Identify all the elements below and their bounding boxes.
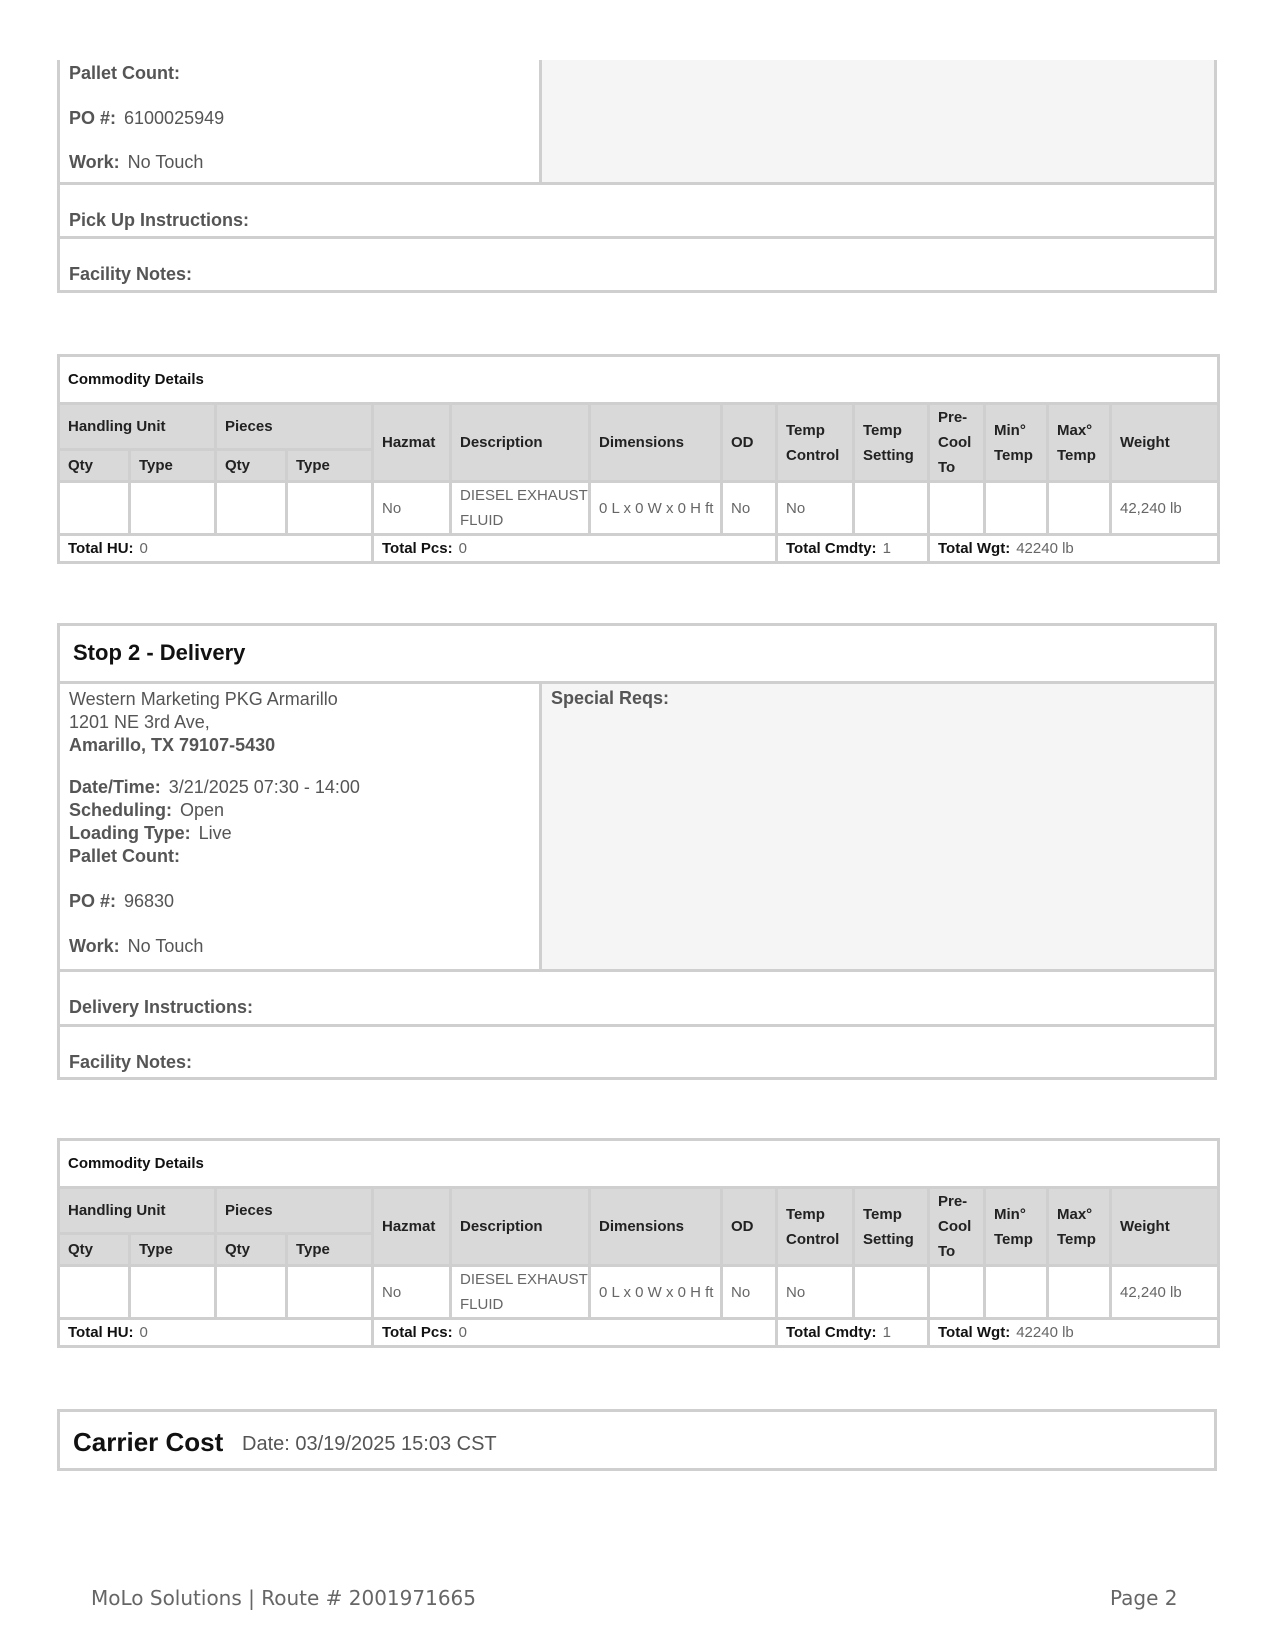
header-pieces: Pieces <box>216 404 373 450</box>
header-pc-type: Type <box>287 1234 373 1266</box>
header-pre-cool-to: Pre-Cool To <box>929 1188 985 1266</box>
header-temp-control: Temp Control <box>777 1188 854 1266</box>
cell-pre-cool-to <box>929 1266 985 1319</box>
stop1-facility-notes-label: Facility Notes: <box>69 264 193 284</box>
table-row <box>59 1266 1219 1319</box>
header-dimensions: Dimensions <box>590 1188 722 1266</box>
stop2-info-right <box>542 684 1214 969</box>
stop1-details <box>57 60 1217 293</box>
stop2-pallet-count: Pallet Count: <box>69 846 180 866</box>
header-weight: Weight <box>1111 404 1219 482</box>
stop2-special-reqs-label: Special Reqs: <box>551 688 670 708</box>
cell-description: DIESEL EXHAUST FLUID <box>451 482 590 535</box>
stop1-work: Work: No Touch <box>69 152 204 172</box>
cell-pc-type <box>287 1266 373 1319</box>
cell-weight: 42,240 lb <box>1111 482 1219 535</box>
header-handling-unit: Handling Unit <box>59 1188 216 1234</box>
header-temp-setting: Temp Setting <box>854 1188 929 1266</box>
header-description: Description <box>451 404 590 482</box>
cell-temp-setting <box>854 482 929 535</box>
cell-weight: 42,240 lb <box>1111 1266 1219 1319</box>
stop1-info-left <box>60 60 542 182</box>
header-pc-qty: Qty <box>216 450 287 482</box>
carrier-cost-date: Date: 03/19/2025 15:03 CST <box>242 1433 497 1455</box>
header-pieces: Pieces <box>216 1188 373 1234</box>
cell-dimensions: 0 L x 0 W x 0 H ft <box>590 482 722 535</box>
header-temp-control: Temp Control <box>777 404 854 482</box>
cell-max-temp <box>1048 1266 1111 1319</box>
totals-row <box>59 1319 1219 1347</box>
header-max-temp: Max° Temp <box>1048 1188 1111 1266</box>
cell-hu-type <box>130 482 216 535</box>
cell-hazmat: No <box>373 482 451 535</box>
stop2-delivery <box>57 623 1217 1080</box>
header-pre-cool-to: Pre-Cool To <box>929 404 985 482</box>
stop2-datetime: Date/Time: 3/21/2025 07:30 - 14:00 <box>69 777 360 797</box>
cell-pc-qty <box>216 1266 287 1319</box>
header-hu-qty: Qty <box>59 450 130 482</box>
commodity-table <box>57 1138 1220 1348</box>
header-hazmat: Hazmat <box>373 1188 451 1266</box>
cell-od: No <box>722 482 777 535</box>
stop2-po: PO #: 96830 <box>69 891 175 911</box>
carrier-cost-title: Carrier Cost <box>73 1427 224 1457</box>
total-hu: Total HU: 0 <box>59 535 373 563</box>
cell-description: DIESEL EXHAUST FLUID <box>451 1266 590 1319</box>
header-dimensions: Dimensions <box>590 404 722 482</box>
stop2-title: Stop 2 - Delivery <box>73 640 246 665</box>
total-pcs: Total Pcs: 0 <box>373 1319 777 1347</box>
header-hu-qty: Qty <box>59 1234 130 1266</box>
cell-dimensions: 0 L x 0 W x 0 H ft <box>590 1266 722 1319</box>
header-min-temp: Min° Temp <box>985 1188 1048 1266</box>
header-hu-type: Type <box>130 1234 216 1266</box>
commodity-details-2 <box>57 1138 1217 1348</box>
totals-row <box>59 535 1219 563</box>
cell-temp-control: No <box>777 482 854 535</box>
header-max-temp: Max° Temp <box>1048 404 1111 482</box>
table-row <box>59 482 1219 535</box>
cell-min-temp <box>985 482 1048 535</box>
cell-temp-setting <box>854 1266 929 1319</box>
stop1-pickup-instructions-label: Pick Up Instructions: <box>69 210 250 230</box>
cell-min-temp <box>985 1266 1048 1319</box>
footer-page-number: Page 2 <box>1110 1586 1178 1610</box>
header-handling-unit: Handling Unit <box>59 404 216 450</box>
header-pc-qty: Qty <box>216 1234 287 1266</box>
stop2-street: 1201 NE 3rd Ave, <box>69 712 210 732</box>
stop2-company: Western Marketing PKG Armarillo <box>69 689 338 709</box>
stop2-facility-notes-label: Facility Notes: <box>69 1052 193 1072</box>
header-hu-type: Type <box>130 450 216 482</box>
header-od: OD <box>722 404 777 482</box>
footer-route: MoLo Solutions | Route # 2001971665 <box>91 1586 476 1610</box>
total-cmdty: Total Cmdty: 1 <box>777 535 929 563</box>
cell-od: No <box>722 1266 777 1319</box>
total-wgt: Total Wgt: 42240 lb <box>929 1319 1219 1347</box>
total-pcs: Total Pcs: 0 <box>373 535 777 563</box>
divider <box>60 236 1214 239</box>
carrier-cost <box>57 1409 1217 1471</box>
stop2-loading-type: Loading Type: Live <box>69 823 232 843</box>
commodity-title: Commodity Details <box>59 356 1219 404</box>
cell-pre-cool-to <box>929 482 985 535</box>
header-pc-type: Type <box>287 450 373 482</box>
divider <box>60 969 1214 972</box>
cell-hu-qty <box>59 482 130 535</box>
cell-pc-qty <box>216 482 287 535</box>
divider <box>60 182 1214 185</box>
header-weight: Weight <box>1111 1188 1219 1266</box>
cell-temp-control: No <box>777 1266 854 1319</box>
divider <box>60 1024 1214 1027</box>
cell-pc-type <box>287 482 373 535</box>
stop2-city-state-zip: Amarillo, TX 79107-5430 <box>69 735 276 755</box>
header-description: Description <box>451 1188 590 1266</box>
commodity-title: Commodity Details <box>59 1140 1219 1188</box>
commodity-table <box>57 354 1220 564</box>
stop2-info-left <box>60 684 542 969</box>
stop1-info-right <box>542 60 1214 182</box>
stop1-po: PO #: 6100025949 <box>69 108 225 128</box>
header-min-temp: Min° Temp <box>985 404 1048 482</box>
header-hazmat: Hazmat <box>373 404 451 482</box>
cell-hazmat: No <box>373 1266 451 1319</box>
cell-hu-qty <box>59 1266 130 1319</box>
cell-hu-type <box>130 1266 216 1319</box>
header-temp-setting: Temp Setting <box>854 404 929 482</box>
total-hu: Total HU: 0 <box>59 1319 373 1347</box>
stop2-delivery-instructions-label: Delivery Instructions: <box>69 997 254 1017</box>
stop1-pallet-count: Pallet Count: <box>69 63 180 83</box>
total-cmdty: Total Cmdty: 1 <box>777 1319 929 1347</box>
cell-max-temp <box>1048 482 1111 535</box>
total-wgt: Total Wgt: 42240 lb <box>929 535 1219 563</box>
commodity-details-1 <box>57 354 1217 564</box>
stop2-work: Work: No Touch <box>69 936 204 956</box>
header-od: OD <box>722 1188 777 1266</box>
stop2-scheduling: Scheduling: Open <box>69 800 225 820</box>
stop2-header <box>60 626 1214 684</box>
